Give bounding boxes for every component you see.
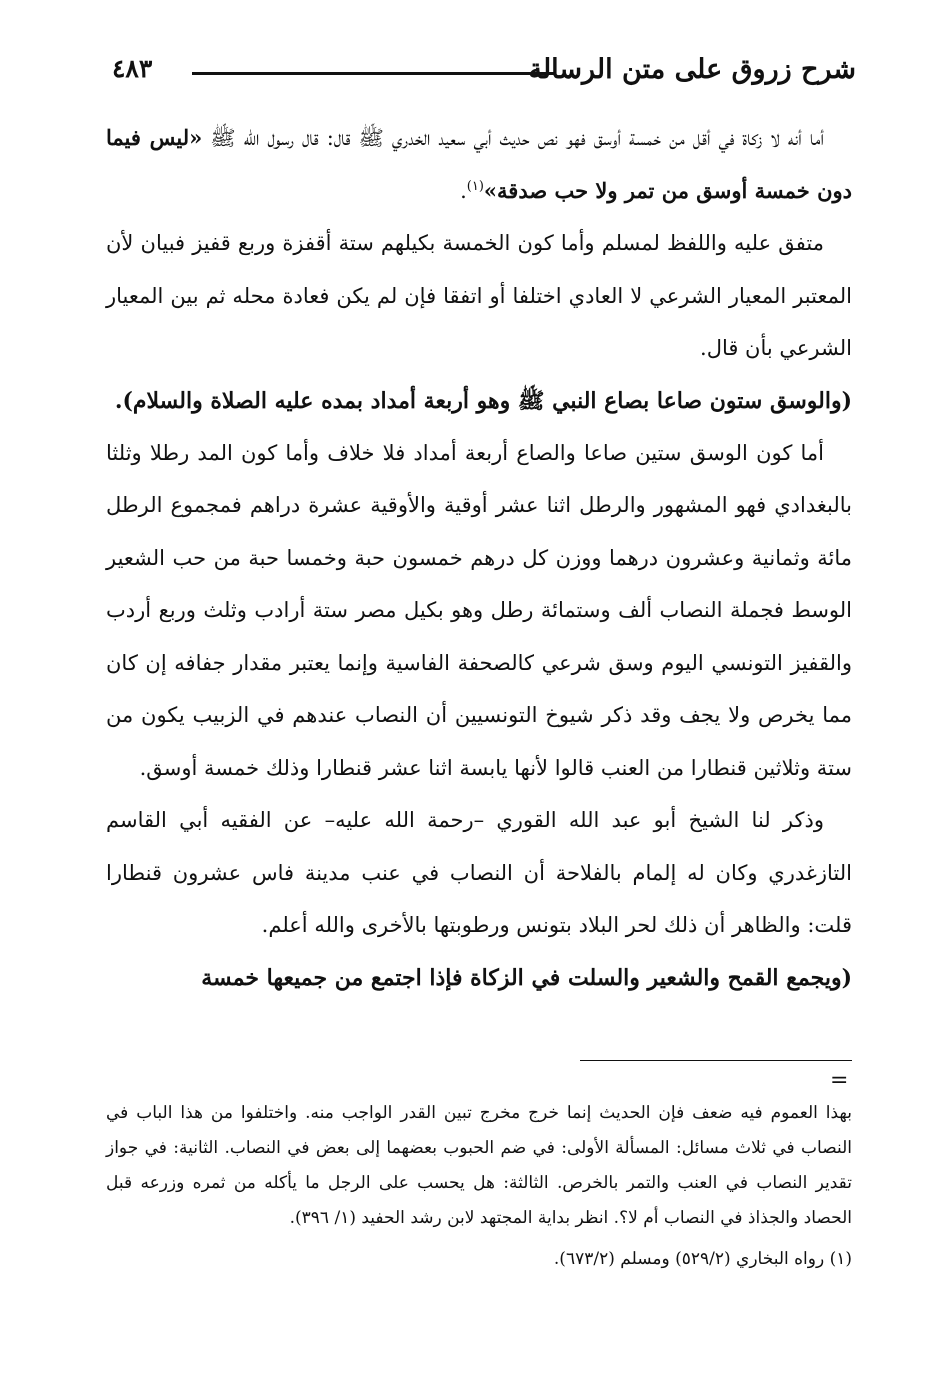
paragraph-2: متفق عليه واللفظ لمسلم وأما كون الخمسة بكيلهم ستة أقفزة وربع قفيز فبيان لأن المعتبر المعيار الشرعي لا العادي اختلفا أو اتفقا فإن لم يكن فعادة محله ثم بين المعيار الشرعي بأن قال. [106, 231, 852, 360]
matn-quote-2: (ويجمع القمح والشعير والسلت في الزكاة فإذا اجتمع من جميعها خمسة [201, 964, 852, 991]
running-title: شرح زروق على متن الرسالة [528, 54, 856, 85]
footnotes [106, 1096, 852, 1277]
main-text [106, 112, 852, 1004]
hadith-quote: «ليس فيما دون خمسة أوسق من تمر ولا حب صدقة» [106, 125, 852, 203]
footnote-continuation-mark: = [830, 1068, 849, 1093]
matn-quote-1: (والوسق ستون صاعا بصاع النبي ﷺ وهو أربعة أمداد بمده عليه الصلاة والسلام). [114, 387, 852, 414]
paragraph-4: وذكر لنا الشيخ أبو عبد الله القوري –رحمة الله عليه– عن الفقيه أبي القاسم التازغدري وكان له إلمام بالفلاحة أن النصاب في عنب مدينة فاس عشرون قنطارا قلت: والظاهر أن ذلك لحر البلاد بتونس ورطوبتها بالأخرى والله أعلم. [106, 808, 852, 937]
footnote-ref: (١) [466, 178, 484, 194]
footnote-continuation: بهذا العموم فيه ضعف فإن الحديث إنما خرج مخرج تبين القدر الواجب منه. واختلفوا من هذا الباب في النصاب في ثلاث مسائل: المسألة الأولى: في ضم الحبوب بعضهما إلى بعض في النصاب. الثانية: في جواز تقدير النصاب في العنب والتمر بالخرص. الثالثة: هل يحسب على الرجل ما يأكله من ثمره وزرعه قبل الحصاد والجذاذ في النصاب أم لا؟. انظر بداية المجتهد لابن رشد الحفيد (١/ ٣٩٦). [106, 1103, 852, 1228]
footnote-1: (١) رواه البخاري (٥٢٩/٢) ومسلم (٦٧٣/٢). [553, 1249, 852, 1269]
header-rule [192, 72, 556, 75]
page-header [112, 48, 856, 98]
footnote-separator [580, 1060, 852, 1061]
page-number: ٤٨٣ [112, 54, 153, 83]
paragraph-1-text: أما أنه لا زكاة في أقل من خمسة أوسق فهو نص حديث أبي سعيد الخدري ﷺ قال: قال رسول الله ﷺ [202, 126, 824, 150]
paragraph-1: أما أنه لا زكاة في أقل من خمسة أوسق فهو نص حديث أبي سعيد الخدري ﷺ قال: قال رسول الله ﷺ «ليس فيما دون خمسة أوسق من تمر ولا حب صدقة»$^{(١)}$. [106, 125, 852, 203]
paragraph-3: أما كون الوسق ستين صاعا والصاع أربعة أمداد فلا خلاف وأما كون المد رطلا وثلثا بالبغدادي فهو المشهور والرطل اثنا عشر أوقية والأوقية عشرة دراهم فمجموع الرطل مائة وثمانية وعشرون درهما ووزن كل درهم خمسون حبة وخمسا حبة من حب الشعير الوسط فجملة النصاب ألف وستمائة رطل وهو بكيل مصر ستة أرادب وثلث وربع أردب والقفيز التونسي اليوم وسق شرعي كالصحفة الفاسية وإنما يعتبر مقدار جفافه إن كان مما يخرص ولا يجف وقد ذكر شيوخ التونسيين أن النصاب عندهم في الزبيب يكون من ستة وثلاثين قنطارا من العنب قالوا لأنها يابسة اثنا عشر قنطارا وذلك خمسة أوسق. [106, 440, 852, 780]
